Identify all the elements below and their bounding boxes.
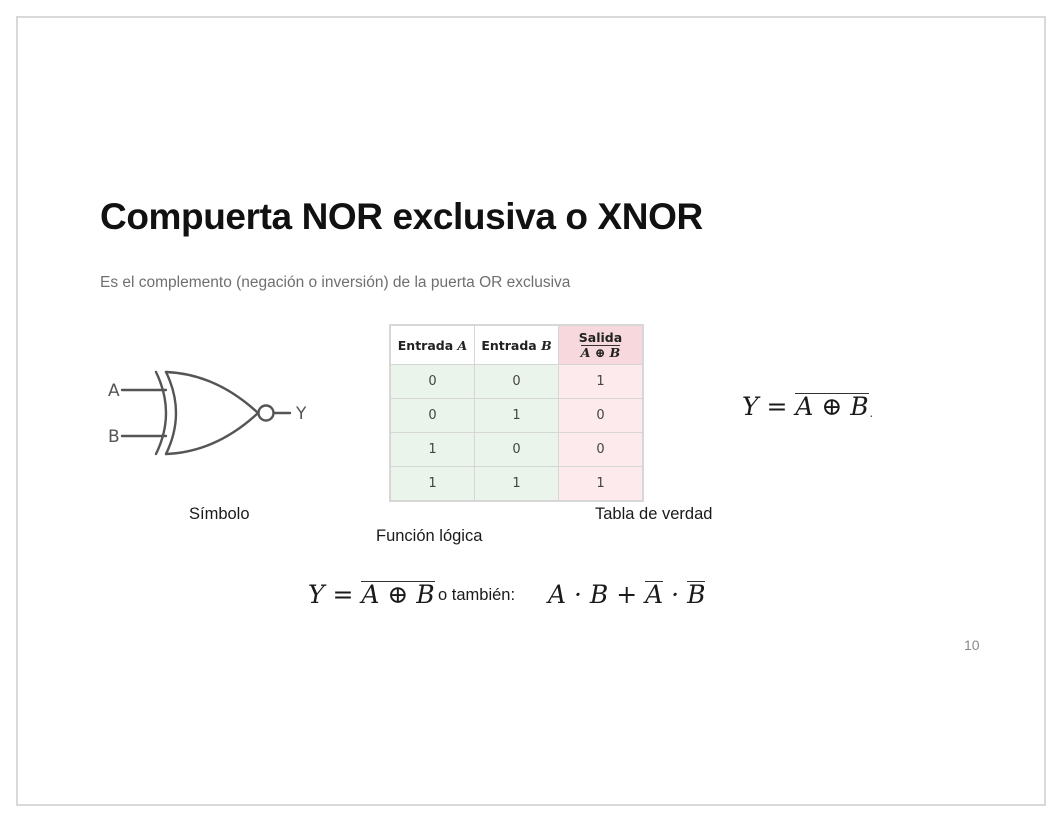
slide-border-top <box>16 16 1046 18</box>
header-text-entrada-a: Entrada <box>397 337 454 353</box>
cell-a: 1 <box>391 433 475 467</box>
cell-a: 0 <box>391 399 475 433</box>
table-row <box>391 365 643 399</box>
eq-alt-nota: A <box>645 580 664 609</box>
cell-y: 1 <box>559 467 643 501</box>
caption-function: Función lógica <box>376 527 483 545</box>
eq-alt-b: B <box>589 580 609 609</box>
page-title: Compuerta NOR exclusiva o XNOR <box>100 196 703 237</box>
table-row <box>391 433 643 467</box>
table-header-entrada-b <box>475 326 559 365</box>
caption-truth-table: Tabla de verdad <box>595 505 713 523</box>
eq-alt-plus: + <box>616 580 638 609</box>
slide-border-right <box>1044 16 1046 806</box>
equation-right-lhs: Y <box>742 392 759 421</box>
page-subtitle: Es el complemento (negación o inversión) de la puerta OR exclusiva <box>100 274 571 291</box>
cell-b: 0 <box>475 365 559 399</box>
equation-bottom-rhs: A ⊕ B <box>361 580 435 609</box>
xnor-gate-icon <box>108 360 318 465</box>
xnor-gate-diagram <box>108 360 318 465</box>
cell-y: 0 <box>559 399 643 433</box>
equation-right-rhs: A ⊕ B <box>795 392 869 421</box>
equation-bottom <box>308 580 435 609</box>
page-number: 10 <box>964 637 980 653</box>
table-header-entrada-a <box>391 326 475 365</box>
cell-a: 0 <box>391 365 475 399</box>
table-row <box>391 467 643 501</box>
equation-bottom-alt <box>548 580 705 609</box>
cell-b: 1 <box>475 399 559 433</box>
eq-alt-dot1: · <box>574 580 582 609</box>
gate-input-b-label: B <box>108 427 120 447</box>
caption-symbol: Símbolo <box>189 505 250 523</box>
header-text-salida: Salida <box>578 330 623 345</box>
eq-alt-dot2: · <box>671 580 680 609</box>
header-var-a: A <box>457 337 468 353</box>
slide-border-left <box>16 16 18 806</box>
cell-b: 0 <box>475 433 559 467</box>
truth-table <box>390 325 643 501</box>
eq-alt-notb: B <box>687 580 706 609</box>
slide-border-bottom <box>16 804 1046 806</box>
header-var-b: B <box>541 337 552 353</box>
table-header-row <box>391 326 643 365</box>
gate-output-y-label: Y <box>296 404 307 424</box>
cell-b: 1 <box>475 467 559 501</box>
table-body <box>391 365 643 501</box>
cell-a: 1 <box>391 467 475 501</box>
alt-label: o también: <box>438 586 516 604</box>
table-header-salida <box>559 326 643 365</box>
header-text-entrada-b: Entrada <box>481 337 537 353</box>
gate-input-a-label: A <box>108 381 120 401</box>
equation-bottom-lhs: Y <box>308 580 325 609</box>
table-row <box>391 399 643 433</box>
eq-alt-a: A <box>548 580 567 609</box>
equation-right <box>742 392 869 421</box>
equation-bottom-eq: = <box>332 580 354 609</box>
header-var-axorb: A ⊕ B <box>580 345 621 360</box>
trailing-mark: · <box>869 407 874 423</box>
cell-y: 0 <box>559 433 643 467</box>
cell-y: 1 <box>559 365 643 399</box>
equation-right-eq: = <box>766 392 788 421</box>
